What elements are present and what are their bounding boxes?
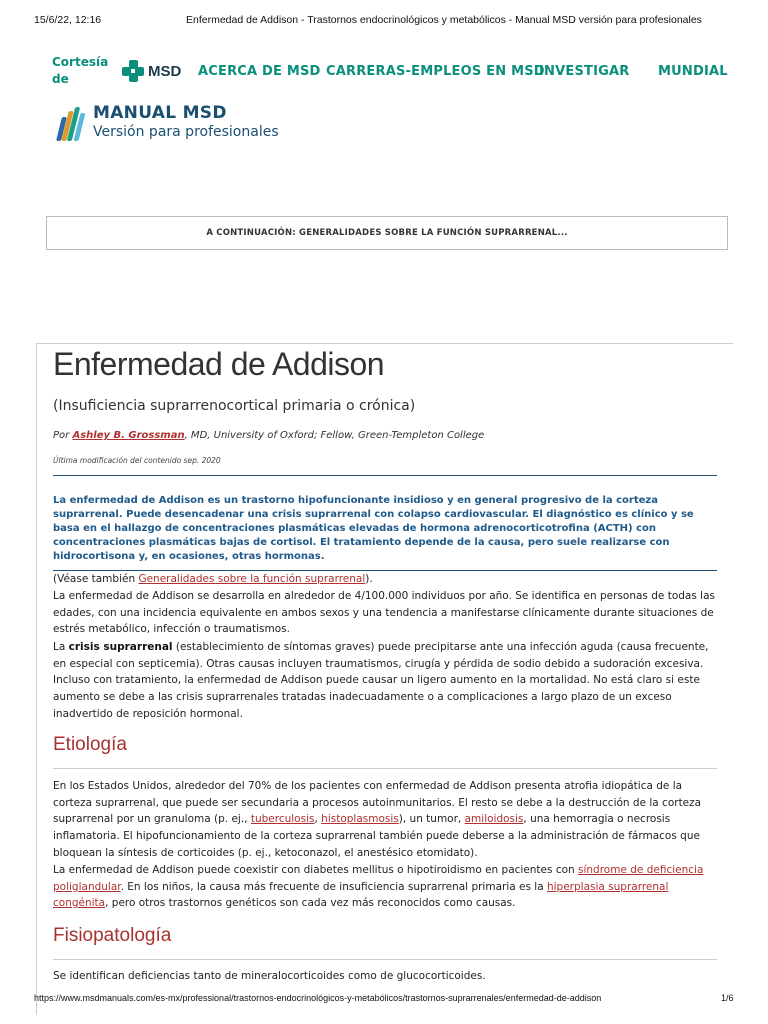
- paragraph-incidence: La enfermedad de Addison se desarrolla en alrededor de 4/100.000 individuos por año. Se identifica en personas de todas las edades, con una incidencia equivalente en ambos sexos y una tendencia a manifestarse clínicamente durante situaciones de estrés metabólico, infección o traumatismos.: [53, 590, 715, 636]
- link-amiloidosis[interactable]: amiloidosis: [464, 813, 524, 826]
- p2-rest: (establecimiento de síntomas graves) puede precipitarse ante una infección aguda (causa frecuente, en especial con septicemia). Otras causas incluyen traumatismos, cirugía y pérdida de sodio debido a sudoración excesiva. Incluso con tratamiento, la enfermedad de Addison puede causar un ligero aumento en la mortalidad. No está claro si este aumento se debe a las crisis suprarrenales tratadas inadecuadamente o a complicaciones a largo plazo de un exceso inadvertido de reposición hormonal.: [53, 641, 709, 720]
- link-histoplasmosis[interactable]: histoplasmosis: [321, 813, 399, 826]
- brand-subtitle: Versión para profesionales: [93, 124, 279, 140]
- page-title: Enfermedad de Addison: [53, 346, 385, 382]
- fisiopatologia-rule: [53, 959, 717, 960]
- see-also-prefix: (Véase también: [53, 573, 139, 585]
- e1-text-c: , una hemorragia o necrosis inflamatoria. El hipofuncionamiento de la corteza suprarrenal también puede deberse a la administración de fármacos que bloquean la síntesis de corticoides (p. ej., ketoconazol, el anestésico etomidato).: [53, 813, 700, 859]
- e1-sep: ,: [314, 813, 322, 826]
- last-updated: Última modificación del contenido sep. 2020: [53, 456, 221, 465]
- nav-mundial[interactable]: MUNDIAL: [658, 64, 728, 79]
- nav-investigar[interactable]: INVESTIGAR: [539, 64, 630, 79]
- e1-text-b: ), un tumor,: [398, 813, 465, 826]
- msd-logo-icon: [122, 60, 144, 82]
- print-doc-title: Enfermedad de Addison - Trastornos endocrinológicos y metabólicos - Manual MSD versión para profesionales: [186, 14, 702, 26]
- heading-etiologia: Etiología: [53, 734, 127, 755]
- nav-acerca-de-msd[interactable]: ACERCA DE MSD: [198, 64, 321, 79]
- see-also-suffix: ).: [365, 573, 373, 585]
- msd-logo-text: MSD: [148, 62, 182, 80]
- print-page-number: 1/6: [721, 993, 734, 1003]
- byline-affiliation: , MD, University of Oxford; Fellow, Green-Templeton College: [184, 430, 485, 441]
- msd-logo[interactable]: [122, 60, 181, 82]
- link-tuberculosis[interactable]: tuberculosis: [250, 813, 315, 826]
- e2-text-b: . En los niños, la causa más frecuente de insuficiencia suprarrenal primaria es la: [120, 880, 547, 893]
- paragraph-etiologia-2: [53, 862, 718, 912]
- brand-title: MANUAL MSD: [93, 103, 227, 123]
- content-top-divider: [36, 343, 733, 344]
- byline: [53, 430, 484, 441]
- print-url: https://www.msdmanuals.com/es-mx/professional/trastornos-endocrinológicos-y-metabólicos/trastornos-suprarrenales/enfermedad-de-addison: [34, 993, 602, 1003]
- see-also-link[interactable]: Generalidades sobre la función suprarrenal: [138, 573, 366, 585]
- link-hiperplasia-suprarrenal[interactable]: hiperplasia suprarrenal congénita: [53, 880, 669, 910]
- top-navigation: [52, 54, 742, 94]
- summary-top-rule: [53, 475, 717, 476]
- print-timestamp: 15/6/22, 12:16: [34, 14, 102, 26]
- p2-prefix: La: [53, 641, 69, 653]
- etiologia-rule: [53, 768, 717, 769]
- crisis-term: crisis suprarrenal: [68, 641, 173, 653]
- paragraph-fisiopatologia: Se identifican deficiencias tanto de mineralocorticoides como de glucocorticoides.: [53, 970, 486, 982]
- next-topic-banner[interactable]: A CONTINUACIÓN: GENERALIDADES SOBRE LA FUNCIÓN SUPRARRENAL...: [46, 216, 728, 250]
- page-subtitle: (Insuficiencia suprarrenocortical primaria o crónica): [53, 398, 416, 414]
- nav-carreras-empleos[interactable]: CARRERAS-EMPLEOS EN MSD: [326, 64, 545, 79]
- manual-books-icon: [55, 105, 85, 141]
- courtesy-label: Cortesía de: [52, 55, 109, 86]
- author-link[interactable]: Ashley B. Grossman: [72, 430, 185, 441]
- e2-text-c: , pero otros trastornos genéticos son cada vez más reconocidos como causas.: [105, 897, 516, 910]
- byline-prefix: Por: [53, 430, 73, 441]
- e1-text-a: En los Estados Unidos, alrededor del 70% de los pacientes con enfermedad de Addison presenta atrofia idiopática de la corteza suprarrenal, que puede ser secundaria a procesos autoinmunitarios. El resto se debe a la destrucción de la corteza suprarrenal por un granuloma (p. ej.,: [53, 780, 702, 826]
- heading-fisiopatologia: Fisiopatología: [53, 925, 172, 946]
- paragraph-crisis: [53, 639, 718, 723]
- paragraph-etiologia-1: [53, 778, 718, 862]
- link-sindrome-poliglandular[interactable]: síndrome de deficiencia poliglandular: [53, 864, 704, 893]
- paragraph-see-also: [53, 571, 718, 588]
- e2-text-a: La enfermedad de Addison puede coexistir con diabetes mellitus o hipotiroidismo en pacientes con: [53, 864, 579, 876]
- content-left-divider: [36, 343, 37, 1015]
- summary-block: La enfermedad de Addison es un trastorno hipofuncionante insidioso y en general progresivo de la corteza suprarrenal. Puede desencadenar una crisis suprarrenal con colapso cardiovascular. El diagnóstico es clínico y se basa en el hallazgo de concentraciones plasmáticas elevadas de hormona adrenocorticotrofina (ACTH) con concentraciones plasmáticas bajas de cortisol. El tratamiento depende de la causa, pero suele realizarse con hidrocortisona y, en ocasiones, otras hormonas.: [53, 495, 694, 562]
- manual-msd-brand[interactable]: [55, 104, 279, 141]
